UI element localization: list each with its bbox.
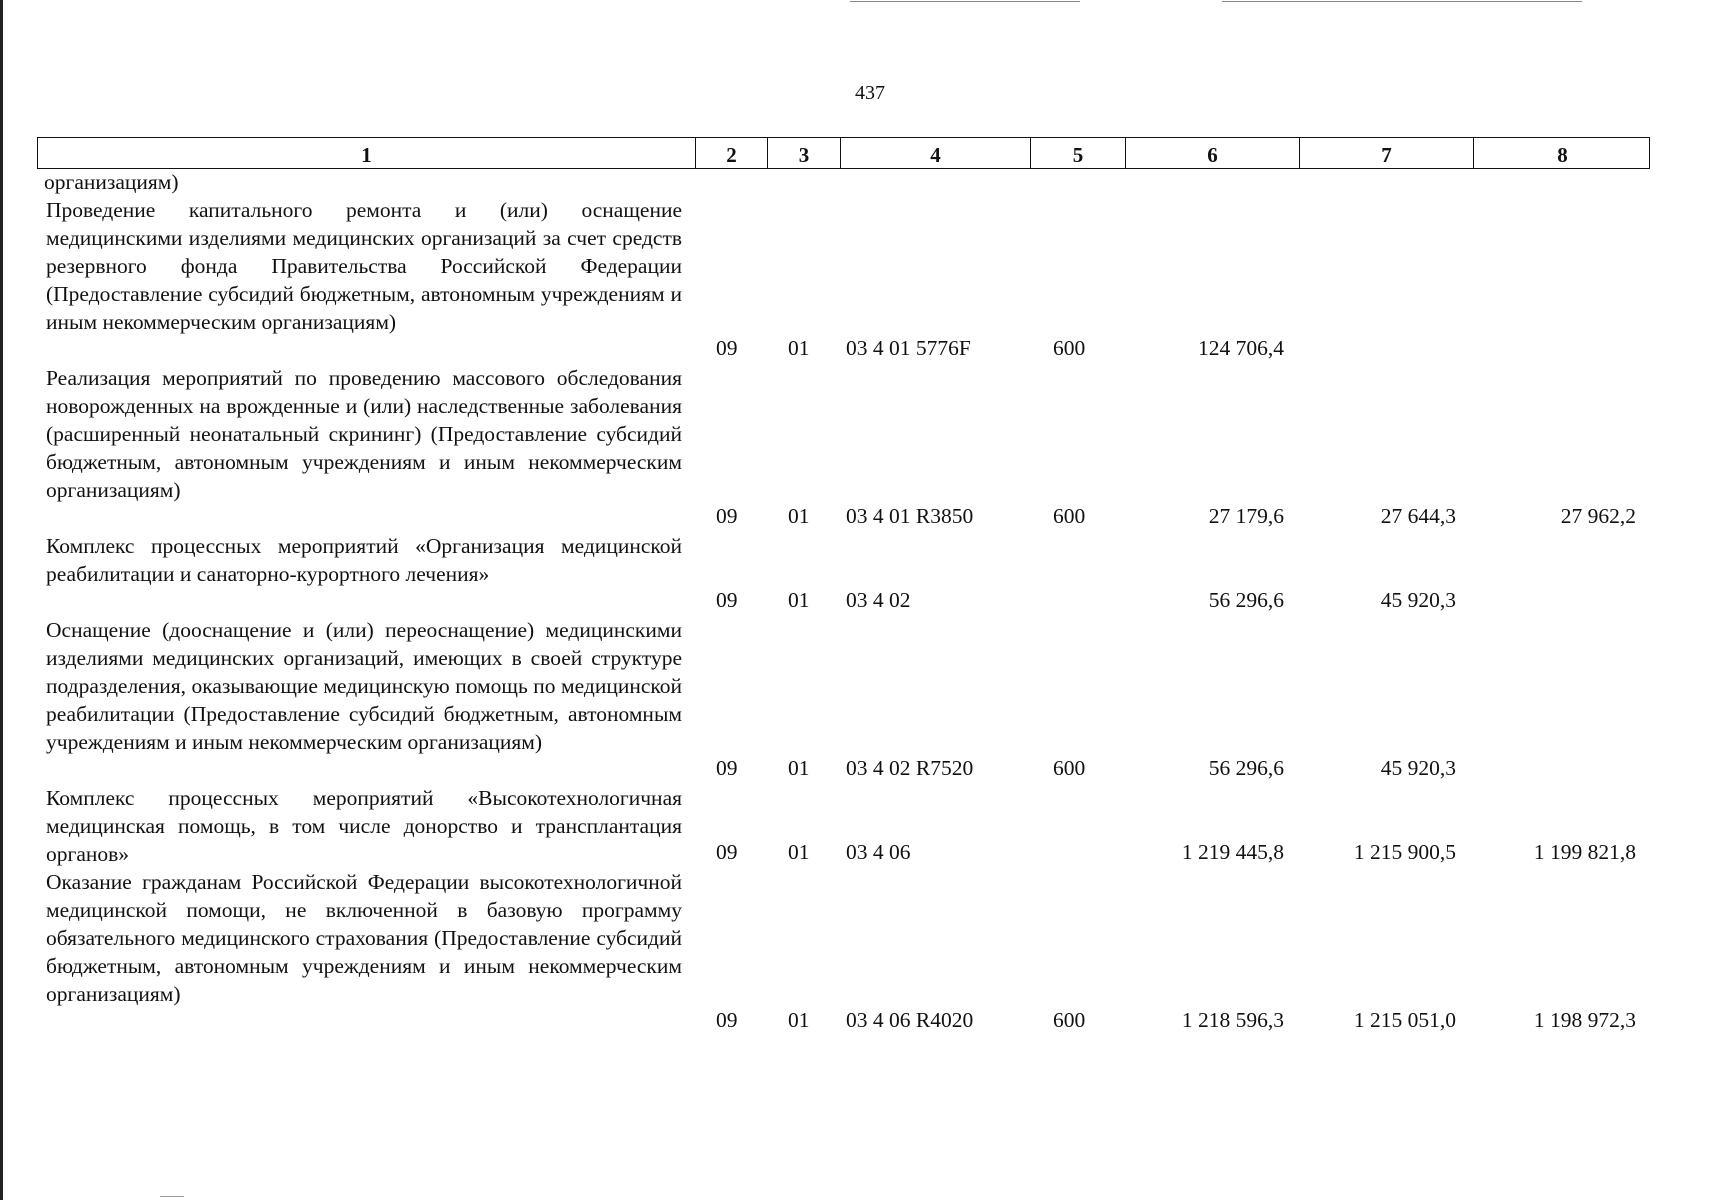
- row-subsection: 01: [788, 1008, 810, 1032]
- continuation-text: организациям): [44, 170, 179, 194]
- row-subsection: 01: [788, 336, 810, 360]
- row-amount-col8: 27 962,2: [1560, 504, 1636, 528]
- row-expense-type: 600: [1053, 1008, 1086, 1032]
- row-amount-col6: 27 179,6: [1208, 504, 1284, 528]
- header-col-7: 7: [1299, 138, 1473, 168]
- header-col-2: 2: [695, 138, 767, 168]
- row-amount-col7: 1 215 051,0: [1353, 1008, 1456, 1032]
- row-amount-col8: 1 199 821,8: [1533, 840, 1636, 864]
- table-header: [37, 137, 1650, 169]
- scan-top-line: [1222, 1, 1582, 2]
- row-description: Реализация мероприятий по проведению массового обследования новорожденных на врожденные и (или) наследственные заболевания (расширенный неонатальный скрининг) (Предоставление субсидий бюджетным, автономным учреждениям и иным некоммерческим организациям): [46, 366, 682, 502]
- header-col-6: 6: [1125, 138, 1299, 168]
- row-section: 09: [716, 756, 738, 780]
- row-amount-col6: 56 296,6: [1208, 588, 1284, 612]
- row-subsection: 01: [788, 588, 810, 612]
- row-subsection: 01: [788, 756, 810, 780]
- header-col-1: 1: [361, 142, 372, 167]
- row-amount-col6: 124 706,4: [1198, 336, 1284, 360]
- row-amount-col6: 1 218 596,3: [1181, 1008, 1284, 1032]
- row-section: 09: [716, 840, 738, 864]
- row-amount-col7: 45 920,3: [1380, 588, 1456, 612]
- row-expense-type: 600: [1053, 756, 1086, 780]
- row-target-article: 03 4 06 R4020: [846, 1008, 974, 1032]
- row-subsection: 01: [788, 504, 810, 528]
- row-amount-col7: 27 644,3: [1380, 504, 1456, 528]
- row-section: 09: [716, 504, 738, 528]
- row-amount-col6: 1 219 445,8: [1181, 840, 1284, 864]
- row-subsection: 01: [788, 840, 810, 864]
- row-target-article: 03 4 01 5776F: [846, 336, 971, 360]
- row-section: 09: [716, 1008, 738, 1032]
- row-expense-type: 600: [1053, 504, 1086, 528]
- row-amount-col7: 1 215 900,5: [1353, 840, 1456, 864]
- row-amount-col8: 1 198 972,3: [1533, 1008, 1636, 1032]
- header-col-4: 4: [840, 138, 1030, 168]
- row-target-article: 03 4 01 R3850: [846, 504, 974, 528]
- row-description: Комплекс процессных мероприятий «Высокотехнологичная медицинская помощь, в том числе донорство и трансплантация органов»: [46, 786, 682, 866]
- row-section: 09: [716, 336, 738, 360]
- row-amount-col7: 45 920,3: [1380, 756, 1456, 780]
- page-number: 437: [855, 82, 885, 104]
- row-description: Оснащение (дооснащение и (или) переоснащение) медицинскими изделиями медицинских организаций, имеющих в своей структуре подразделения, оказывающие медицинскую помощь по медицинской реабилитации (Предоставление субсидий бюджетным, автономным учреждениям и иным некоммерческим организациям): [46, 618, 682, 754]
- row-description: Проведение капитального ремонта и (или) оснащение медицинскими изделиями медицинских организаций за счет средств резервного фонда Правительства Российской Федерации (Предоставление субсидий бюджетным, автономным учреждениям и иным некоммерческим организациям): [46, 198, 682, 334]
- row-description: Комплекс процессных мероприятий «Организация медицинской реабилитации и санаторно-курортного лечения»: [46, 534, 682, 586]
- header-col-5: 5: [1030, 138, 1125, 168]
- row-amount-col6: 56 296,6: [1208, 756, 1284, 780]
- scan-speck: [160, 1196, 184, 1197]
- row-expense-type: 600: [1053, 336, 1086, 360]
- row-section: 09: [716, 588, 738, 612]
- table-body: [0, 168, 1714, 1068]
- row-target-article: 03 4 06: [846, 840, 911, 864]
- scan-top-line: [850, 1, 1080, 2]
- header-col-8: 8: [1473, 138, 1651, 168]
- header-col-3: 3: [767, 138, 840, 168]
- row-target-article: 03 4 02 R7520: [846, 756, 974, 780]
- row-description: Оказание гражданам Российской Федерации высокотехнологичной медицинской помощи, не включенной в базовую программу обязательного медицинского страхования (Предоставление субсидий бюджетным, автономным учреждениям и иным некоммерческим организациям): [46, 870, 682, 1006]
- row-target-article: 03 4 02: [846, 588, 911, 612]
